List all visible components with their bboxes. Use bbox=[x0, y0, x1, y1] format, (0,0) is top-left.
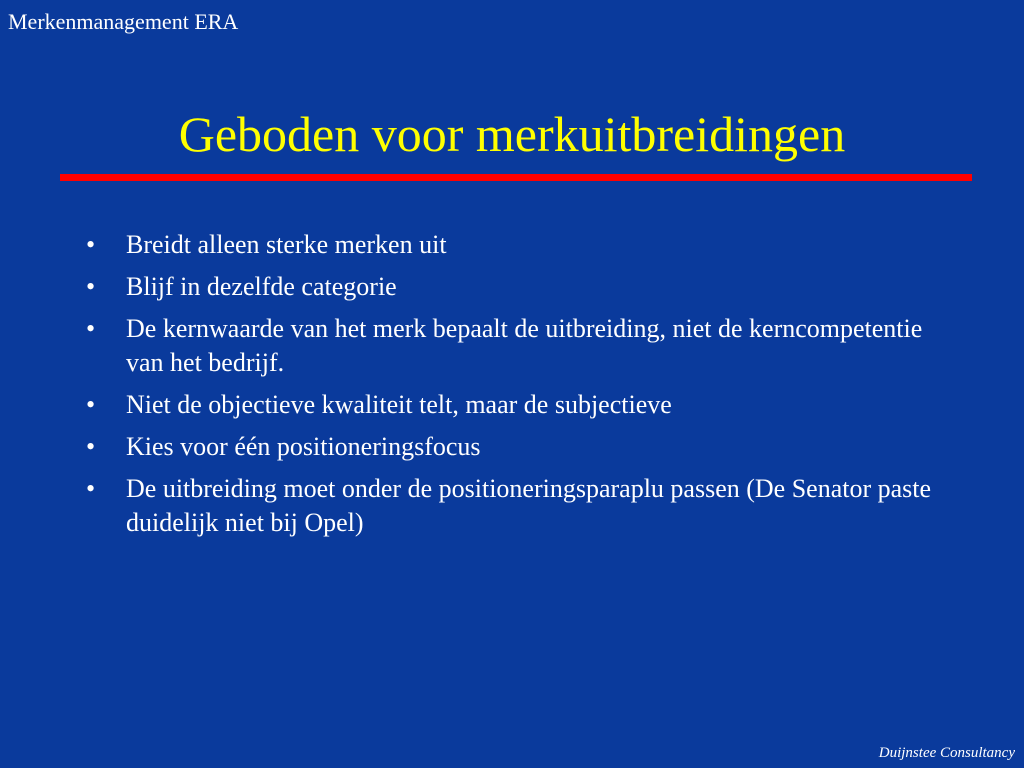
bullet-icon: • bbox=[86, 272, 96, 301]
slide-title: Geboden voor merkuitbreidingen bbox=[178, 106, 846, 162]
bullet-item bbox=[86, 472, 966, 540]
bullet-item bbox=[86, 388, 966, 422]
bullet-item bbox=[86, 430, 966, 464]
bullet-text: Breidt alleen sterke merken uit bbox=[126, 230, 447, 259]
bullet-icon: • bbox=[86, 432, 96, 461]
bullet-text: De uitbreiding moet onder de positioneringsparaplu passen (De Senator paste duidelijk niet bij Opel) bbox=[126, 474, 932, 537]
bullet-item bbox=[86, 312, 966, 380]
bullet-icon: • bbox=[86, 390, 96, 419]
bullet-icon: • bbox=[86, 474, 96, 503]
bullet-item bbox=[86, 228, 966, 262]
footer-label: Duijnstee Consultancy bbox=[878, 745, 1015, 761]
bullet-text: Niet de objectieve kwaliteit telt, maar de subjectieve bbox=[126, 390, 672, 419]
title-underline bbox=[60, 174, 972, 181]
bullet-icon: • bbox=[86, 230, 96, 259]
bullet-item bbox=[86, 270, 966, 304]
header-label: Merkenmanagement ERA bbox=[8, 9, 239, 34]
bullet-text: Kies voor één positioneringsfocus bbox=[126, 432, 481, 461]
bullet-list bbox=[86, 228, 966, 548]
bullet-icon: • bbox=[86, 314, 96, 343]
bullet-text: De kernwaarde van het merk bepaalt de uitbreiding, niet de kerncompetentie van het bedrijf. bbox=[126, 314, 923, 377]
bullet-text: Blijf in dezelfde categorie bbox=[126, 272, 397, 301]
